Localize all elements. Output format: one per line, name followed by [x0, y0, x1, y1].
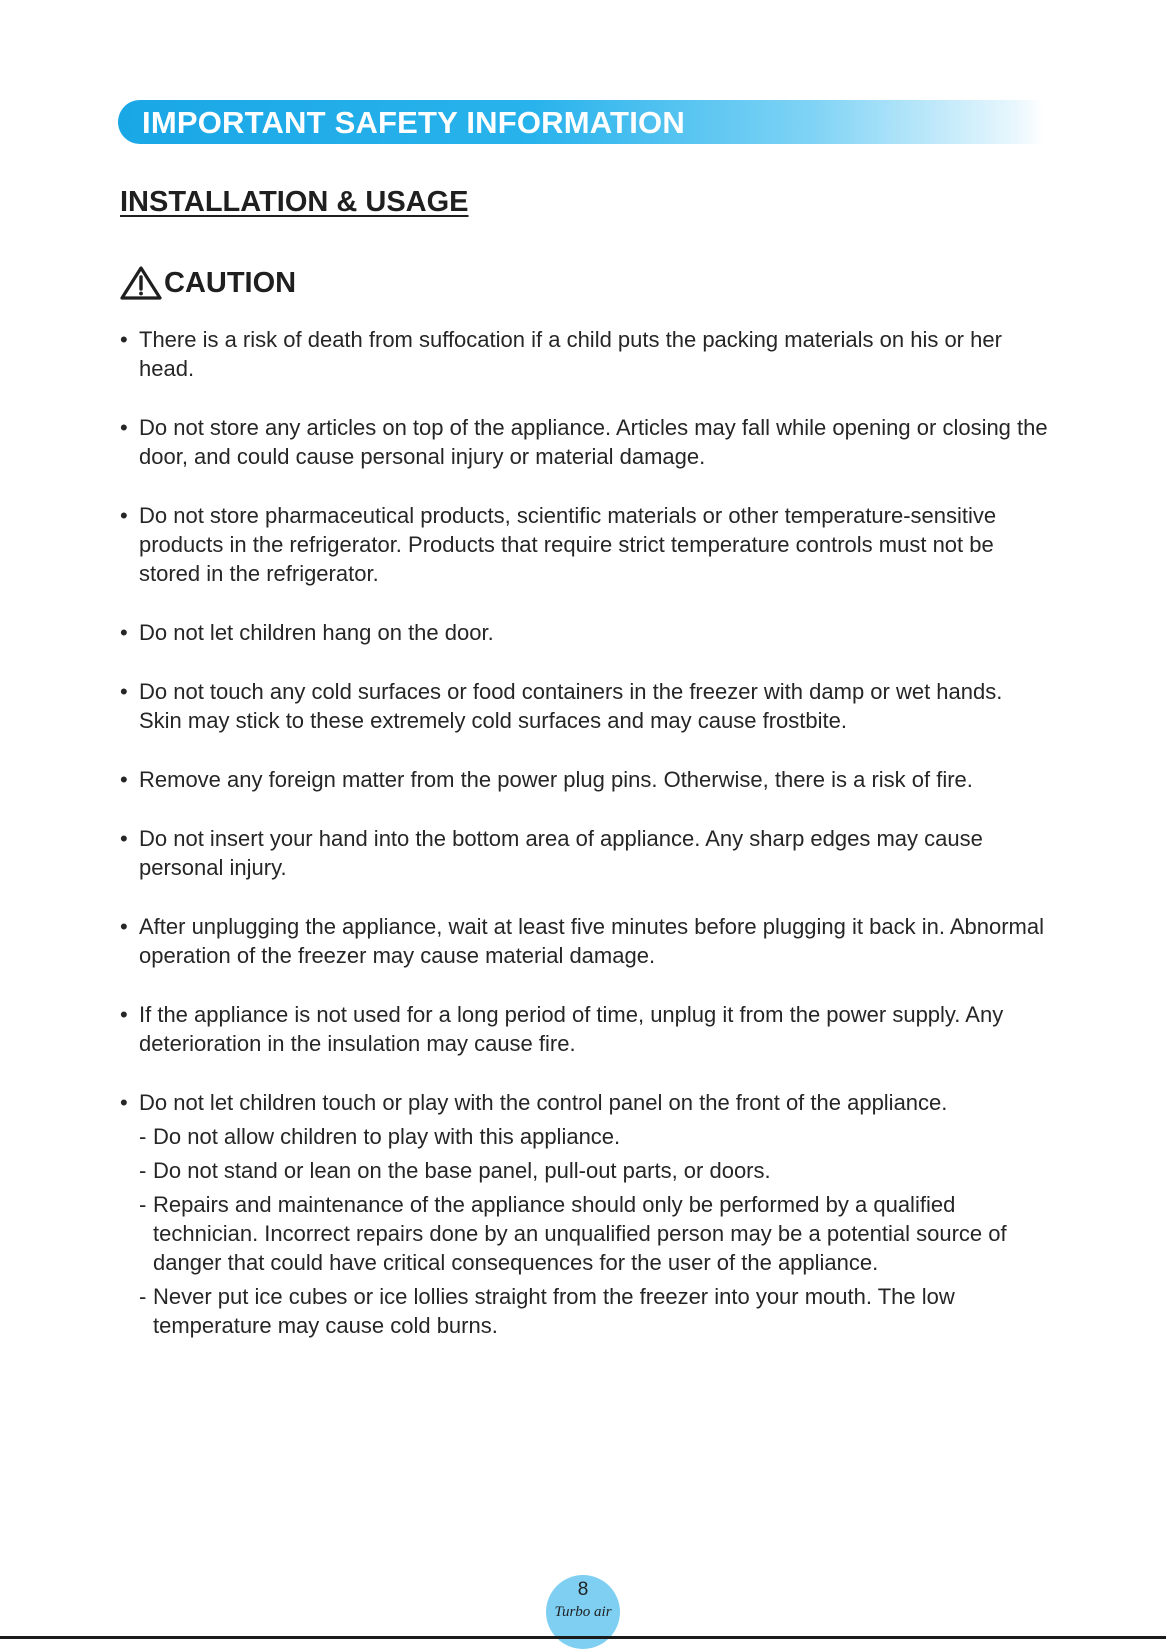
section-banner	[118, 100, 1044, 144]
list-item	[120, 501, 1050, 588]
caution-label: CAUTION	[164, 266, 297, 299]
item-text: After unplugging the appliance, wait at least five minutes before plugging it back in. Abnormal operation of the freezer may cause material damage.	[139, 914, 1044, 968]
dash: -	[139, 1158, 147, 1183]
item-text: If the appliance is not used for a long period of time, unplug it from the power supply. Any deterioration in the insulation may cause fire.	[139, 1002, 1004, 1056]
item-text: Do not let children touch or play with the control panel on the front of the appliance.	[139, 1090, 948, 1115]
sub-item-text: Never put ice cubes or ice lollies straight from the freezer into your mouth. The low temperature may cause cold burns.	[153, 1284, 955, 1338]
bullet: •	[120, 1090, 128, 1115]
bullet: •	[120, 914, 128, 939]
warning-triangle-icon	[120, 266, 162, 300]
list-item	[120, 1000, 1050, 1058]
list-item	[120, 765, 1050, 794]
caution-heading	[120, 265, 296, 301]
sub-item-text: Repairs and maintenance of the appliance should only be performed by a qualified technician. Incorrect repairs done by an unqualified person may be a potential source of danger that could have critical consequences for the user of the appliance.	[153, 1192, 1007, 1275]
list-item	[120, 618, 1050, 647]
item-text: Do not store pharmaceutical products, scientific materials or other temperature-sensitive products in the refrigerator. Products that require strict temperature controls must not be stored in the refrigerator.	[139, 503, 997, 586]
bullet: •	[120, 503, 128, 528]
list-item	[120, 1088, 1050, 1340]
item-text: Do not let children hang on the door.	[139, 620, 494, 645]
list-item	[120, 824, 1050, 882]
list-item	[120, 325, 1050, 383]
dash: -	[139, 1284, 147, 1309]
bullet: •	[120, 620, 128, 645]
sub-list-item	[139, 1282, 1050, 1340]
sub-list-item	[139, 1122, 1050, 1151]
sub-list	[139, 1122, 1050, 1340]
section-title: INSTALLATION & USAGE	[120, 186, 469, 218]
item-text: Do not insert your hand into the bottom area of appliance. Any sharp edges may cause personal injury.	[139, 826, 983, 880]
item-text: Do not touch any cold surfaces or food containers in the freezer with damp or wet hands. Skin may stick to these extremely cold surfaces and may cause frostbite.	[139, 679, 1003, 733]
sub-item-text: Do not allow children to play with this appliance.	[153, 1124, 621, 1149]
list-item	[120, 677, 1050, 735]
page-number: 8	[577, 1579, 589, 1600]
list-item	[120, 413, 1050, 471]
dash: -	[139, 1192, 147, 1217]
bullet: •	[120, 679, 128, 704]
banner-title: IMPORTANT SAFETY INFORMATION	[142, 105, 685, 140]
bullet: •	[120, 767, 128, 792]
bullet: •	[120, 415, 128, 440]
item-text: Remove any foreign matter from the power plug pins. Otherwise, there is a risk of fire.	[139, 767, 973, 792]
item-text: There is a risk of death from suffocation if a child puts the packing materials on his or her head.	[139, 327, 1002, 381]
bullet: •	[120, 327, 128, 352]
list-item	[120, 912, 1050, 970]
bullet: •	[120, 1002, 128, 1027]
brand-logo: Turbo air	[554, 1604, 612, 1620]
bullet: •	[120, 826, 128, 851]
dash: -	[139, 1124, 147, 1149]
sub-item-text: Do not stand or lean on the base panel, pull-out parts, or doors.	[153, 1158, 771, 1183]
sub-list-item	[139, 1190, 1050, 1277]
caution-list	[120, 325, 1050, 1370]
sub-list-item	[139, 1156, 1050, 1185]
item-text: Do not store any articles on top of the appliance. Articles may fall while opening or closing the door, and could cause personal injury or material damage.	[139, 415, 1048, 469]
